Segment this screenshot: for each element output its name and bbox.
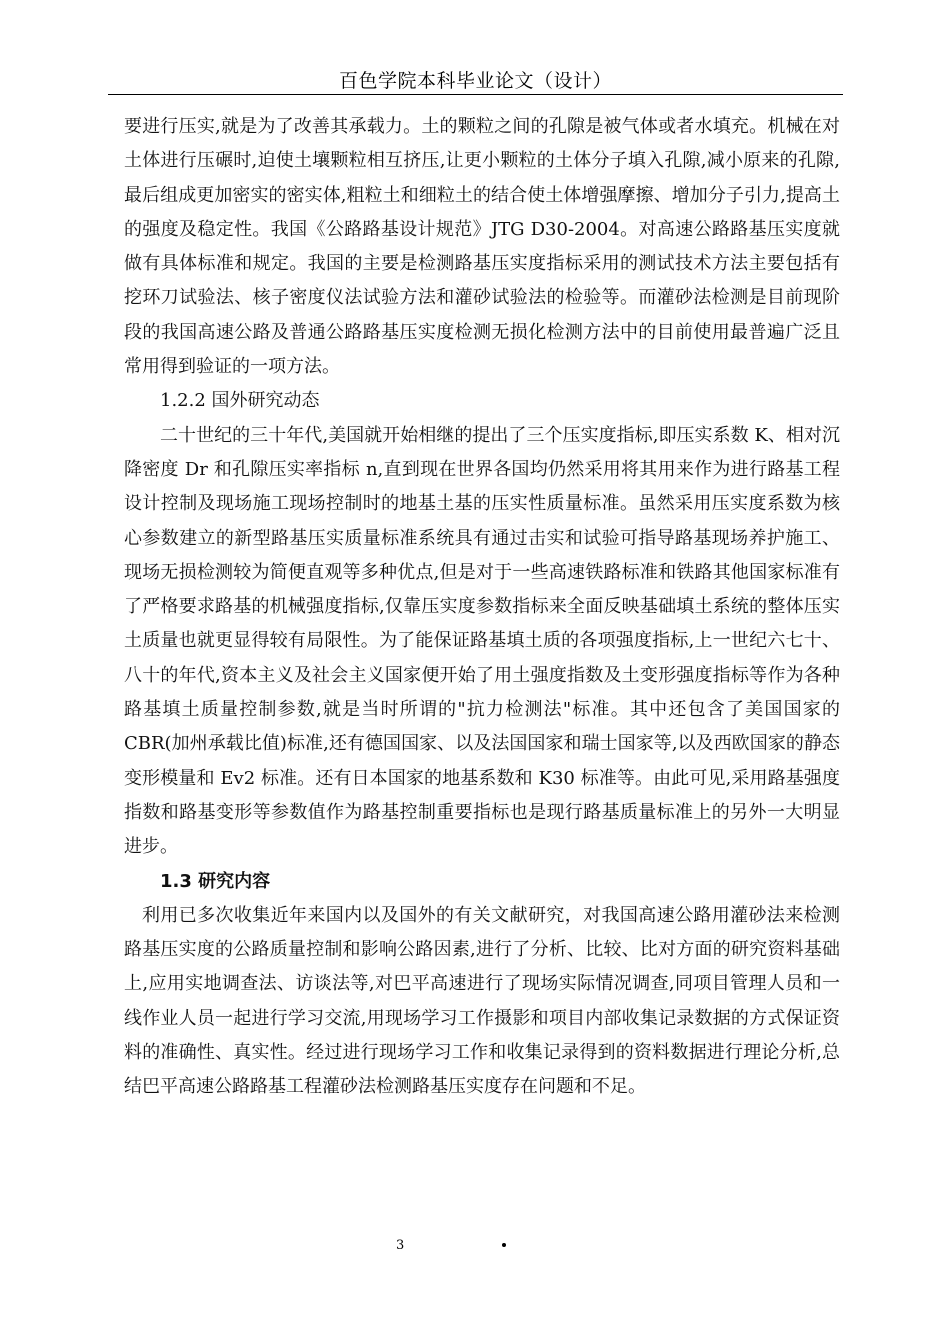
subheading-foreign-research: 1.2.2 国外研究动态 — [160, 390, 320, 412]
paragraph-compaction-standards: 要进行压实,就是为了改善其承载力。土的颗粒之间的孔隙是被气体或者水填充。机械在对土体进行压碾时,迫使土壤颗粒相互挤压,让更小颗粒的土体分子填入孔隙,减小原来的孔隙,最后组成更加密实的密实体,粗粒土和细粒土的结合使土体增强摩擦、增加分子引力,提高土的强度及稳定性。我国《公路路基设计规范》JTG D30-2004。对高速公路路基压实度就做有具体标准和规定。我国的主要是检测路基压实度指标采用的测试技术方法主要包括有挖环刀试验法、核子密度仪法试验方法和灌砂试验法的检验等。而灌砂法检测是目前现阶段的我国高速公路及普通公路路基压实度检测无损化检测方法中的目前使用最普遍广泛且常用得到验证的一项方法。 — [124, 116, 840, 378]
paragraph-research-content: 利用已多次收集近年来国内以及国外的有关文献研究，对我国高速公路用灌砂法来检测路基压实度的公路质量控制和影响公路因素,进行了分析、比较、比对方面的研究资料基础上,应用实地调查法、访谈法等,对巴平高速进行了现场实际情况调查,同项目管理人员和一线作业人员一起进行学习交流,用现场学习工作摄影和项目内部收集记录数据的方式保证资料的准确性、真实性。经过进行现场学习工作和收集记录得到的资料数据进行理论分析,总结巴平高速公路路基工程灌砂法检测路基压实度存在问题和不足。 — [124, 904, 840, 1098]
body-text — [124, 110, 840, 1105]
footer-dot — [502, 1243, 506, 1247]
section-heading-research-content: 1.3 研究内容 — [160, 870, 271, 892]
page-header-title: 百色学院本科毕业论文（设计） — [338, 70, 612, 92]
page-number: 3 — [396, 1238, 405, 1253]
paragraph-foreign-research: 二十世纪的三十年代,美国就开始相继的提出了三个压实度指标,即压实系数 K、相对沉降密度 Dr 和孔隙压实率指标 n,直到现在世界各国均仍然采用将其用来作为进行路基工程设计控制及现场施工现场控制时的地基土基的压实性质量标准。虽然采用压实度系数为核心参数建立的新型路基压实质量标准系统具有通过击实和试验可指导路基现场养护施工、现场无损检测较为简便直观等多种优点,但是对于一些高速铁路标准和铁路其他国家标准有了严格要求路基的机械强度指标,仅靠压实度参数指标来全面反映基础填土系统的整体压实土质量也就更显得较有局限性。为了能保证路基填土质的各项强度指标,上一世纪六七十、八十的年代,资本主义及社会主义国家便开始了用土强度指数及土变形强度指标等作为各种路基填土质量控制参数,就是当时所谓的"抗力检测法"标准。其中还包含了美国国家的 CBR(加州承载比值)标准,还有德国国家、以及法国国家和瑞士国家等,以及西欧国家的静态变形模量和 Ev2 标准。还有日本国家的地基系数和 K30 标准等。由此可见,采用路基强度指数和路基变形等参数值作为路基控制重要指标也是现行路基质量标准上的另外一大明显进步。 — [124, 424, 840, 858]
header-divider — [108, 94, 843, 95]
